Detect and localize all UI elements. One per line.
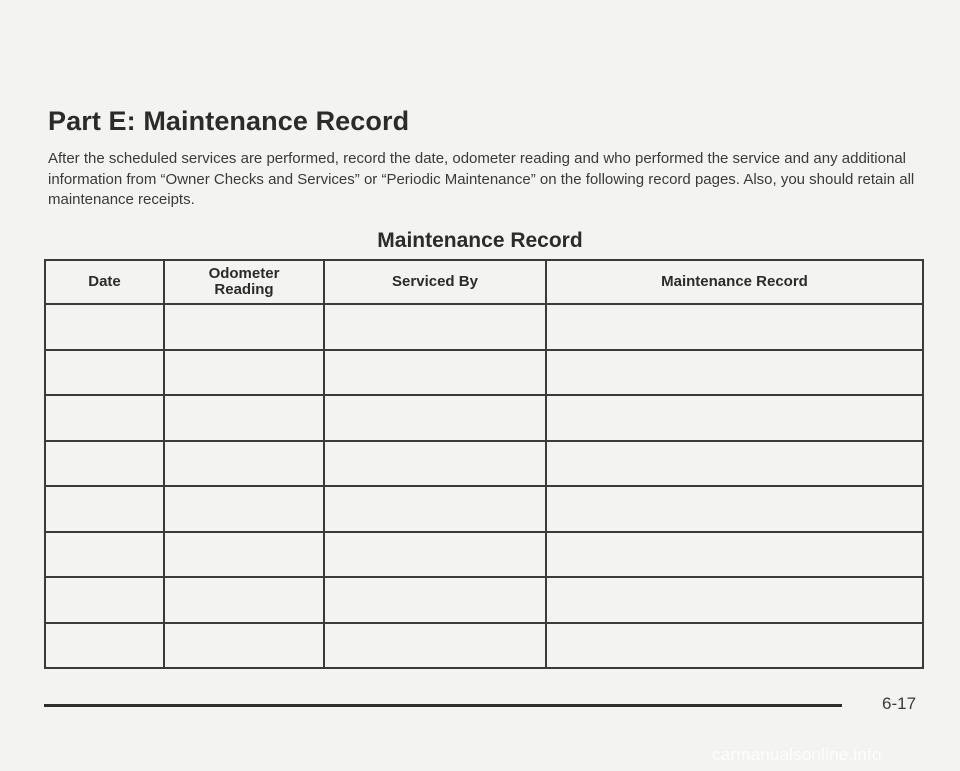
- watermark-logo: carmanualsonline.info: [712, 745, 882, 764]
- date-cell: [45, 532, 164, 578]
- odometer-cell: [164, 486, 324, 532]
- table-row: [45, 304, 923, 350]
- serviced-by-cell: [324, 395, 546, 441]
- table-row: [45, 441, 923, 487]
- maintenance-record-cell: [546, 395, 923, 441]
- maintenance-record-table: [44, 259, 924, 669]
- maintenance-record-cell: [546, 577, 923, 623]
- table-row: [45, 532, 923, 578]
- header-odometer-line2: Reading: [214, 281, 274, 298]
- maintenance-record-cell: [546, 623, 923, 669]
- date-cell: [45, 577, 164, 623]
- footer-rule: [44, 704, 842, 707]
- table-row: [45, 623, 923, 669]
- page-title: Part E: Maintenance Record: [48, 106, 410, 136]
- odometer-cell: [164, 441, 324, 487]
- date-cell: [45, 350, 164, 396]
- maintenance-record-cell: [546, 441, 923, 487]
- serviced-by-cell: [324, 441, 546, 487]
- table-row: [45, 577, 923, 623]
- serviced-by-cell: [324, 532, 546, 578]
- maintenance-record-cell: [546, 304, 923, 350]
- serviced-by-cell: [324, 304, 546, 350]
- date-cell: [45, 304, 164, 350]
- table-row: [45, 350, 923, 396]
- odometer-cell: [164, 623, 324, 669]
- header-odometer-reading: [164, 260, 324, 304]
- page-number: 6-17: [882, 694, 917, 713]
- table-body: [45, 304, 923, 668]
- odometer-cell: [164, 395, 324, 441]
- serviced-by-cell: [324, 486, 546, 532]
- header-maintenance-record: Maintenance Record: [546, 260, 923, 304]
- table-row: [45, 486, 923, 532]
- odometer-cell: [164, 577, 324, 623]
- serviced-by-cell: [324, 623, 546, 669]
- date-cell: [45, 486, 164, 532]
- intro-paragraph: After the scheduled services are performed, record the date, odometer reading and who performed the service and any additional information from “Owner Checks and Services” or “Periodic Maintenance” on the following record pages. Also, you should retain all maintenance receipts.: [48, 150, 915, 208]
- maintenance-record-cell: [546, 532, 923, 578]
- header-serviced-by: Serviced By: [324, 260, 546, 304]
- maintenance-record-cell: [546, 486, 923, 532]
- serviced-by-cell: [324, 350, 546, 396]
- date-cell: [45, 441, 164, 487]
- header-odometer-line1: Odometer: [208, 265, 280, 282]
- table-header-row: [45, 260, 923, 304]
- odometer-cell: [164, 304, 324, 350]
- odometer-cell: [164, 532, 324, 578]
- odometer-cell: [164, 350, 324, 396]
- header-date: Date: [45, 260, 164, 304]
- maintenance-record-cell: [546, 350, 923, 396]
- table-row: [45, 395, 923, 441]
- serviced-by-cell: [324, 577, 546, 623]
- date-cell: [45, 395, 164, 441]
- date-cell: [45, 623, 164, 669]
- table-title: Maintenance Record: [377, 229, 583, 252]
